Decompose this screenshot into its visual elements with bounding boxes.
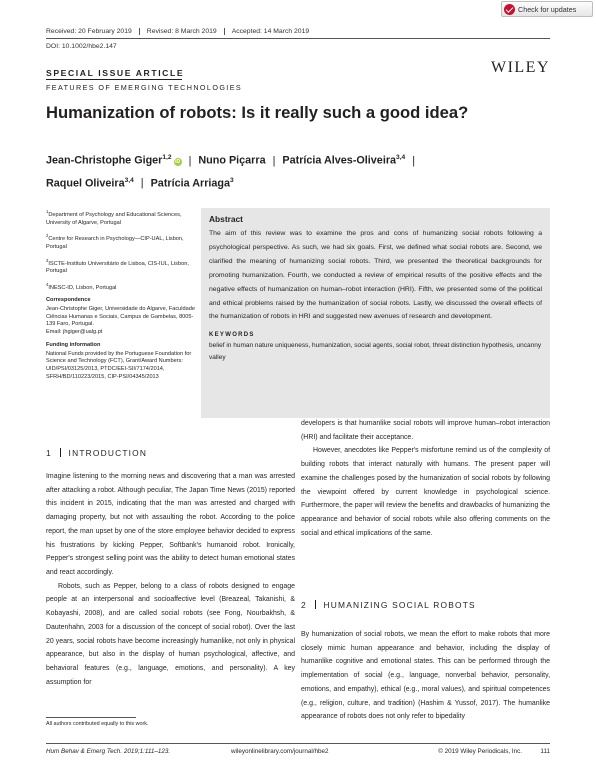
check-for-updates-button[interactable] — [501, 1, 593, 17]
section-title: HUMANIZING SOCIAL ROBOTS — [323, 600, 476, 610]
affiliation: $^3$ISCTE-Instituto Universitário de Lisboa, CIS-IUL, Lisbon, Portugal — [46, 257, 189, 275]
journal-citation: Hum Behav & Emerg Tech. 2019;1:111–123. — [46, 748, 171, 755]
journal-url[interactable]: wileyonlinelibrary.com/journal/hbe2 — [231, 748, 329, 755]
correspondence-email[interactable]: Email: jhgiger@ualg.pt — [46, 329, 103, 336]
author-name[interactable]: Nuno Piçarra — [198, 154, 266, 167]
author-affiliation: 3,4 — [124, 176, 134, 184]
doi[interactable]: DOI: 10.1002/hbe2.147 — [46, 43, 117, 50]
section-number: 1 — [46, 448, 52, 458]
copyright: © 2019 Wiley Periodicals, Inc. — [438, 748, 522, 755]
right-column — [301, 417, 550, 540]
abstract-heading: Abstract — [209, 214, 243, 224]
right-column-section2 — [301, 628, 550, 724]
paragraph: developers is that humanlike social robots will improve human–robot interaction (HRI) and facilitate their acceptance. — [301, 420, 550, 441]
author-separator: | — [412, 154, 416, 167]
author-name[interactable]: Patrícia Arriaga — [150, 177, 231, 190]
article-type-divider — [46, 79, 182, 80]
check-icon — [504, 4, 515, 15]
author-separator: | — [272, 154, 276, 167]
author-affiliation: 3 — [230, 176, 234, 184]
article-title: Humanization of robots: Is it really such a good idea? — [46, 103, 469, 122]
affiliation: $^4$INESC-ID, Lisbon, Portugal — [46, 281, 117, 291]
author-name[interactable]: Patrícia Alves-Oliveira — [282, 154, 397, 167]
paragraph: Robots, such as Pepper, belong to a class of robots designed to engage people at an interpersonal and socioaffective level (Breazeal, Takanishi, & Kobayashi, 2008), and are called social robots (see Fong, Nourbakhsh, & Dautenhahn, 2003 for a discussion of the concept of social robot). Over the last 20 years, social robots have become increasingly humanlike, not only in physical appearance, but also in the display of human psychological, affective, and behavioral features (e.g., language, emotions, and personality). A key assumption for — [46, 582, 295, 686]
section-number: 2 — [301, 600, 307, 610]
author-separator: | — [140, 177, 144, 190]
article-type: SPECIAL ISSUE ARTICLE — [46, 68, 185, 78]
accepted-date: Accepted: 14 March 2019 — [231, 28, 310, 35]
header-divider — [46, 38, 550, 39]
author-name[interactable]: Raquel Oliveira — [46, 177, 125, 190]
paragraph: By humanization of social robots, we mean the effort to make robots that more closely mimic human appearance and behavior, including the display of humanlike cognitive and emotional states. This can be performed through the implementation of social (e.g., language, nonverbal behavior, personality, emotions, and empathy), ethical (e.g., moral values), and spiritual competences (e.g., religion, culture, and tradition) (Hashim & Yussof, 2017). The humanlike appearance of robots does not only refer to bipedality — [301, 631, 550, 721]
author-name[interactable]: Jean-Christophe Giger — [46, 154, 163, 167]
section-label: FEATURES OF EMERGING TECHNOLOGIES — [46, 83, 243, 92]
footnote: All authors contributed equally to this work. — [46, 721, 149, 727]
paragraph: However, anecdotes like Pepper's misfortune remind us of the complexity of building robots that interact naturally with humans. The present paper will examine the challenges posed by the humanization of social robots by following the viewpoint offered by current knowledge in psychological science. Furthermore, the paper will review the benefits and drawbacks of humanizing the appearance and behavior of social robots while also offering comments on the social and ethical implications of the same. — [301, 447, 550, 537]
abstract-text: The aim of this review was to examine the pros and cons of humanizing social robots following a psychological perspective. As such, we had six goals. First, we defined what social robots are. Second, we clarified the meaning of humanizing social robots. Third, we presented the theoretical backgrounds for promoting humanization. Fourth, we conducted a review of empirical results of the positive effects and the negative effects of humanization on human–robot interaction (HRI). Fifth, we presented some of the political and ethical problems raised by the humanization of social robots. Lastly, we discussed the overall effects of the humanization of robots in HRI and suggested new avenues of research and development. — [209, 230, 542, 321]
publisher-logo: WILEY — [490, 59, 550, 76]
correspondence-text: Jean-Christophe Giger, Universidade do Algarve, Faculdade Ciências Humanas e Sociais, Campus de Gambelas, 8005-139 Faro, Portugal. — [46, 306, 195, 328]
affiliation-column — [46, 208, 196, 386]
paragraph: Imagine listening to the morning news and discovering that a man was arrested after attacking a robot. Although peculiar, The Japan Time News (2015) reported this incident in 2015, indicating that the man was arrested and charged with damaging property, but not with assaulting the robot. According to the police report, the man upset by one of the store employee behavior decided to express his frustrations by kicking Pepper, Softbank's humanoid robot. Ironically, Pepper's strongest selling point was the ability to detect human emotional states and react accordingly. — [46, 473, 295, 577]
section-title: INTRODUCTION — [68, 448, 148, 458]
left-column — [46, 470, 295, 690]
affiliation: $^2$Centre for Research in Psychology—CIP-UAL, Lisbon, Portugal — [46, 233, 184, 250]
footnote-divider — [46, 717, 136, 718]
correspondence-heading: Correspondence — [46, 297, 91, 304]
keywords: belief in human nature uniqueness, humanization, social agents, social robot, threat distinction hypothesis, uncanny valley — [209, 342, 542, 362]
section-bar — [315, 600, 316, 609]
section-heading-introduction — [46, 448, 147, 458]
author-separator: | — [188, 154, 192, 167]
received-date: Received: 20 February 2019 — [46, 28, 140, 35]
funding-heading: Funding information — [46, 341, 101, 348]
orcid-icon[interactable]: iD — [175, 158, 181, 165]
author-affiliation: 1,2 — [162, 154, 172, 161]
keywords-heading: KEYWORDS — [209, 332, 255, 339]
author-affiliation: 3,4 — [396, 154, 406, 161]
funding-text: National Funds provided by the Portuguese Foundation for Science and Technology (FCT), Grant/Award Numbers: UID/PSI/03125/2013, PTDC/EEI-SII/7174/2014, SFRH/BD/110223/2015, CIP-PSI/04345/2013 — [46, 350, 192, 380]
author-list — [46, 148, 556, 193]
section-bar — [60, 448, 61, 457]
footer-divider — [46, 743, 550, 744]
page-number: 111 — [540, 748, 550, 755]
abstract-box — [201, 208, 550, 418]
affiliation: $^1$Department of Psychology and Educational Sciences, University of Algarve, Portugal — [46, 209, 182, 226]
check-for-updates-label: Check for updates — [518, 4, 577, 14]
article-dates — [46, 28, 323, 35]
revised-date: Revised: 8 March 2019 — [147, 28, 225, 35]
section-heading-humanizing — [301, 600, 476, 610]
